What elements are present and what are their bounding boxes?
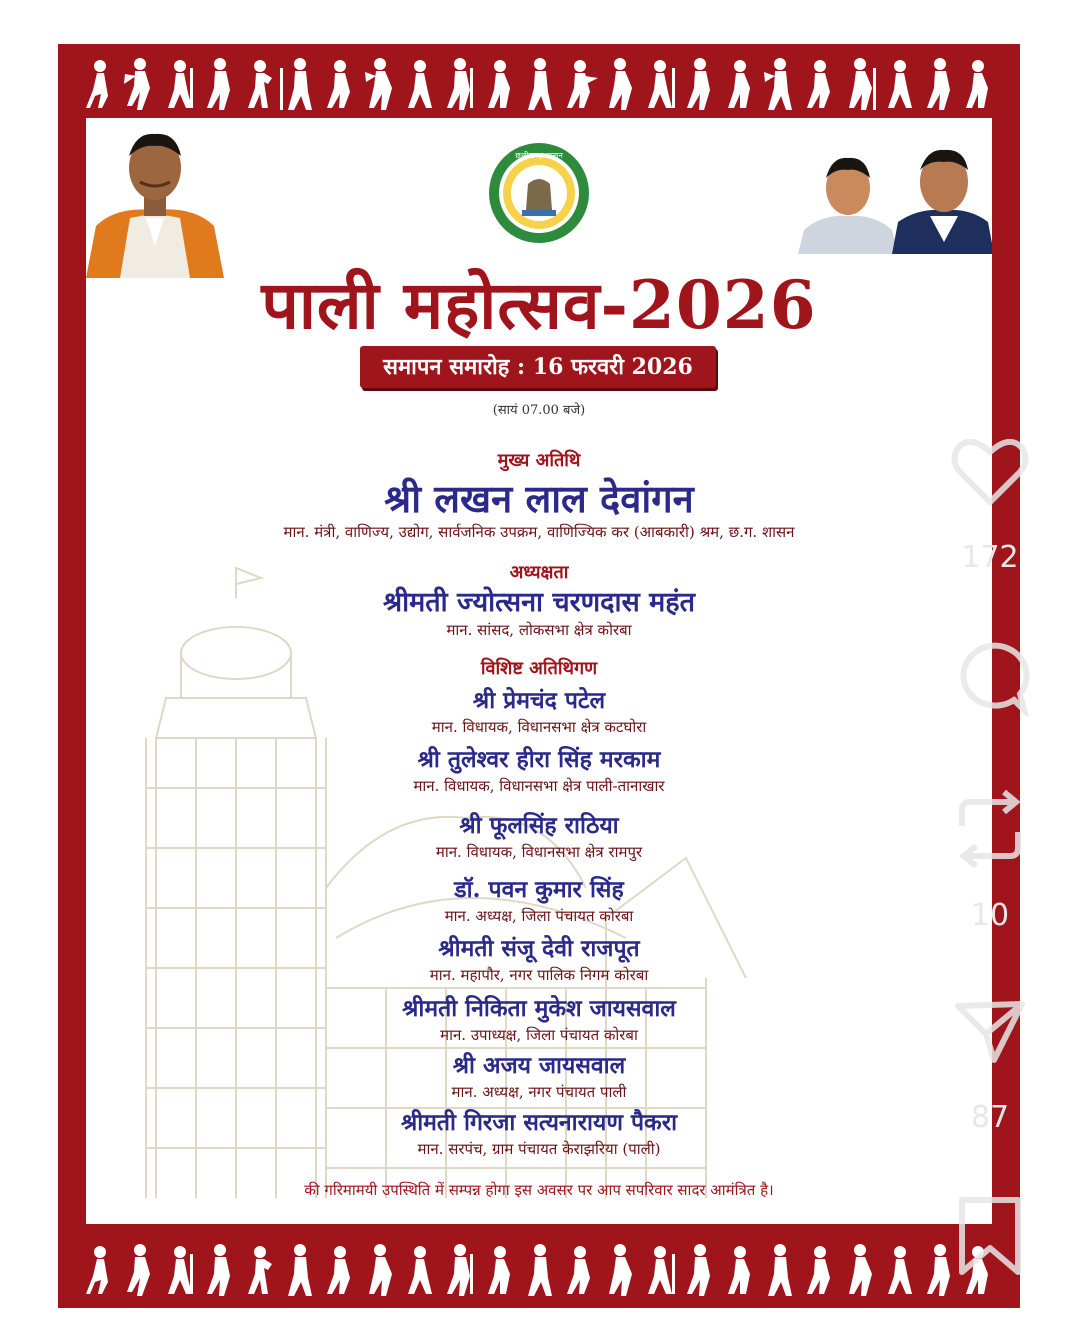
chief-guest-name: श्री लखन लाल देवांगन bbox=[384, 476, 694, 521]
special-guest-designation: मान. सरपंच, ग्राम पंचायत केराझरिया (पाली) bbox=[417, 1140, 661, 1158]
like-heart-icon[interactable] bbox=[950, 436, 1030, 508]
chhattisgarh-government-logo-icon bbox=[486, 140, 592, 246]
repost-icon[interactable] bbox=[952, 786, 1028, 872]
special-guest-designation: मान. विधायक, विधानसभा क्षेत्र पाली-तानाखार bbox=[413, 777, 665, 795]
dancers-pattern-icon bbox=[80, 1234, 998, 1304]
ministers-photo bbox=[798, 142, 992, 254]
special-guest-name: श्री अजय जायसवाल bbox=[452, 1052, 626, 1079]
poster-content bbox=[86, 118, 992, 1224]
special-guest-designation: मान. विधायक, विधानसभा क्षेत्र कटघोरा bbox=[431, 718, 647, 736]
presidency-label: अध्यक्षता bbox=[509, 562, 569, 583]
repost-count: 10 bbox=[970, 898, 1010, 933]
logo-text: छत्तीसगढ़ शासन bbox=[515, 151, 563, 160]
event-date-banner: समापन समारोह : 16 फरवरी 2026 bbox=[360, 346, 716, 388]
tribal-art-border-bottom bbox=[80, 1234, 998, 1304]
dancers-pattern-icon bbox=[80, 48, 998, 118]
invitation-poster bbox=[58, 44, 1020, 1308]
comment-icon[interactable] bbox=[950, 640, 1030, 716]
special-guest-name: श्री तुलेश्वर हीरा सिंह मरकाम bbox=[417, 746, 661, 773]
tribal-art-border-top bbox=[80, 48, 998, 118]
like-count: 172 bbox=[961, 540, 1019, 575]
chief-guest-label: मुख्य अतिथि bbox=[497, 450, 581, 471]
special-guest-name: श्रीमती संजू देवी राजपूत bbox=[438, 935, 640, 962]
chief-minister-photo bbox=[86, 126, 224, 278]
special-guest-name: डॉ. पवन कुमार सिंह bbox=[454, 876, 624, 903]
special-guest-designation: मान. विधायक, विधानसभा क्षेत्र रामपुर bbox=[435, 843, 643, 861]
special-guest-designation: मान. उपाध्यक्ष, जिला पंचायत कोरबा bbox=[440, 1026, 638, 1044]
special-guest-designation: मान. महापौर, नगर पालिक निगम कोरबा bbox=[429, 966, 649, 984]
share-send-icon[interactable] bbox=[952, 996, 1028, 1066]
special-guest-name: श्रीमती गिरजा सत्यनारायण पैकरा bbox=[400, 1109, 678, 1136]
chief-guest-designation: मान. मंत्री, वाणिज्य, उद्योग, सार्वजनिक उपक्रम, वाणिज्यिक कर (आबकारी) श्रम, छ.ग. शासन bbox=[283, 523, 795, 541]
special-guest-designation: मान. अध्यक्ष, नगर पंचायत पाली bbox=[451, 1083, 627, 1101]
share-count: 87 bbox=[970, 1100, 1010, 1135]
special-guest-name: श्री फूलसिंह राठिया bbox=[459, 812, 619, 839]
event-time: (सायं 07.00 बजे) bbox=[492, 403, 586, 418]
page-title: पाली महोत्सव-2026 bbox=[261, 266, 817, 344]
special-guests-label: विशिष्ट अतिथिगण bbox=[480, 658, 598, 679]
presidency-name: श्रीमती ज्योत्सना चरणदास महंत bbox=[382, 587, 696, 618]
special-guest-designation: मान. अध्यक्ष, जिला पंचायत कोरबा bbox=[444, 907, 634, 925]
bookmark-icon[interactable] bbox=[954, 1194, 1026, 1278]
invitation-footer: की गरिमामयी उपस्थिति में सम्पन्न होगा इस अवसर पर आप सपरिवार सादर आमंत्रित है। bbox=[304, 1181, 774, 1199]
special-guest-name: श्रीमती निकिता मुकेश जायसवाल bbox=[402, 995, 676, 1022]
special-guest-name: श्री प्रेमचंद पटेल bbox=[472, 687, 606, 714]
presidency-designation: मान. सांसद, लोकसभा क्षेत्र कोरबा bbox=[446, 621, 632, 639]
